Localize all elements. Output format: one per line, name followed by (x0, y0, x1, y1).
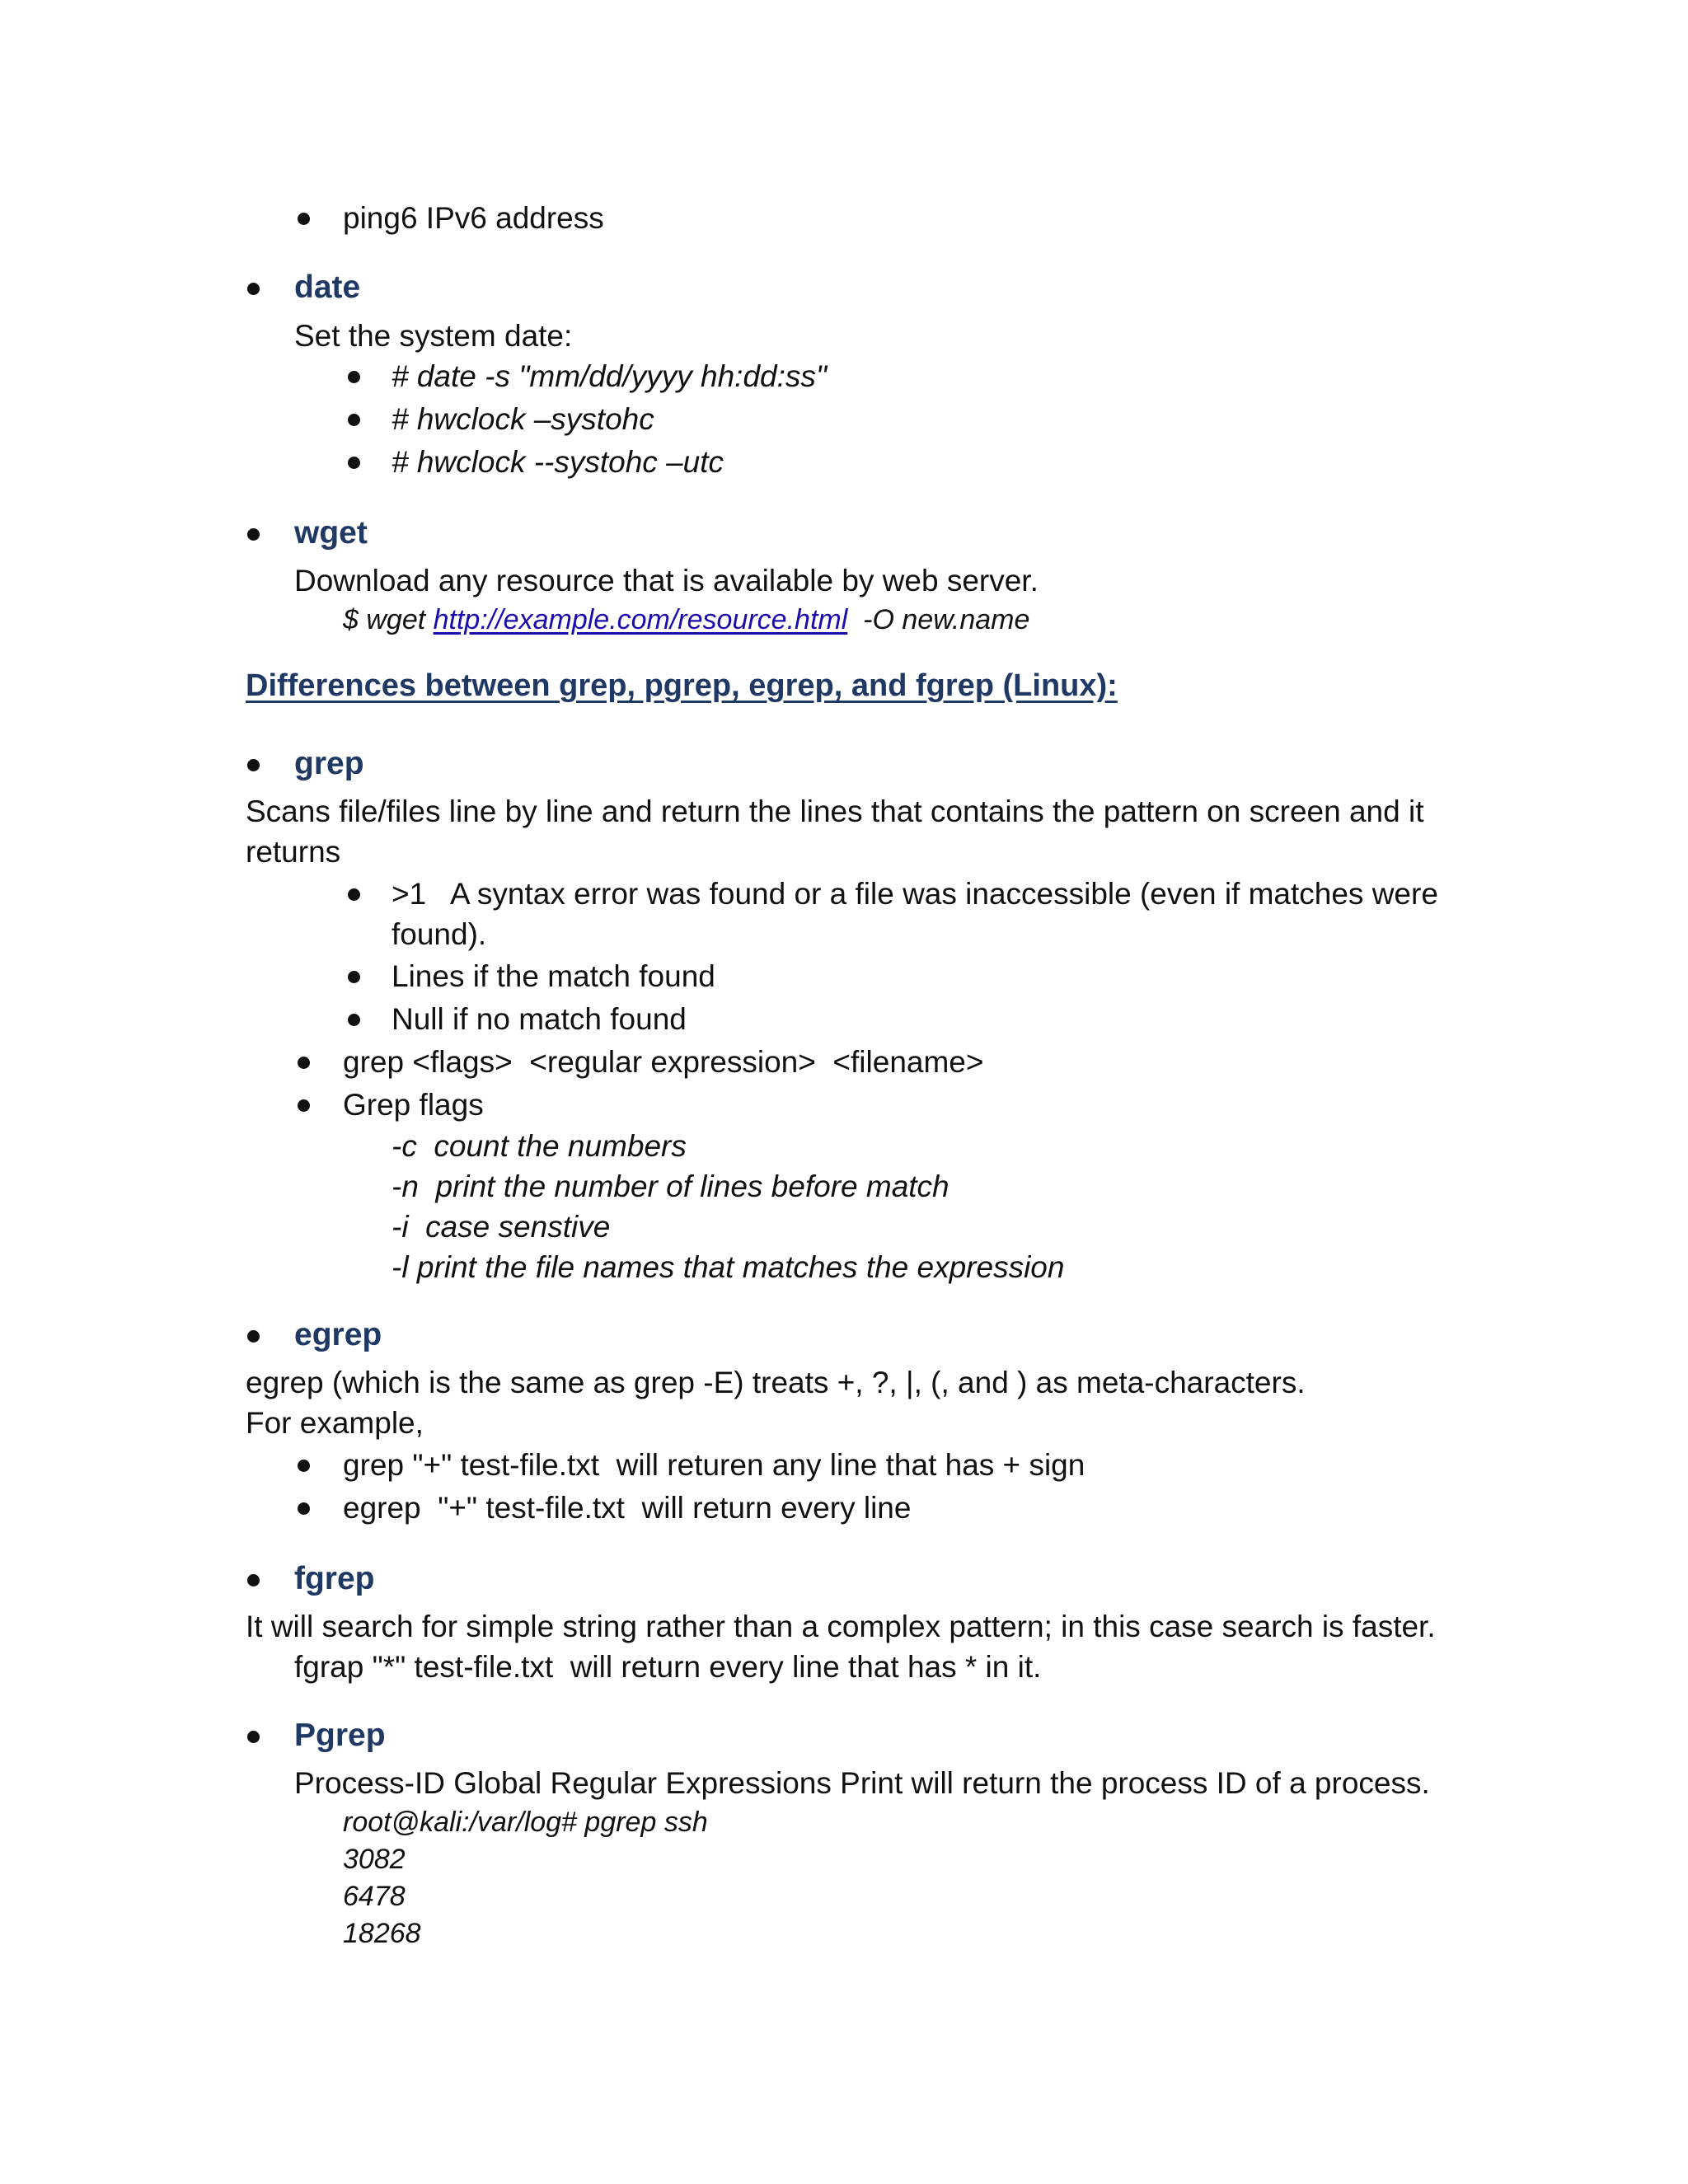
pgrep-heading: Pgrep (294, 1718, 386, 1753)
ping6-item: ping6 IPv6 address (343, 201, 604, 235)
bullet (298, 1502, 310, 1515)
grep-description-cont: returns (246, 835, 341, 869)
wget-heading: wget (294, 515, 368, 551)
grep-return-item-cont: found). (392, 917, 487, 951)
fgrep-example: fgrap "*" test-file.txt will return every line that has * in it. (294, 1650, 1042, 1684)
bullet (247, 759, 260, 771)
grep-flag: -i case senstive (392, 1210, 611, 1244)
bullet (298, 213, 310, 225)
egrep-heading: egrep (294, 1317, 382, 1352)
wget-intro: Download any resource that is available by web server. (294, 564, 1039, 598)
wget-command-suffix: -O new.name (847, 604, 1030, 635)
pgrep-description: Process-ID Global Regular Expressions Print will return the process ID of a process. (294, 1766, 1430, 1800)
bullet (348, 414, 360, 426)
wget-command-prefix: $ wget (343, 604, 434, 635)
bullet (298, 1460, 310, 1472)
bullet (348, 888, 360, 901)
bullet (348, 1014, 360, 1026)
bullet (348, 457, 360, 469)
bullet (298, 1057, 310, 1069)
egrep-example: grep "+" test-file.txt will returen any line that has + sign (343, 1448, 1085, 1482)
date-intro: Set the system date: (294, 319, 573, 353)
grep-return-item: >1 A syntax error was found or a file was inaccessible (even if matches were (392, 877, 1438, 911)
grep-usage: grep <flags> <regular expression> <filename> (343, 1045, 984, 1079)
grep-flag: -c count the numbers (392, 1129, 687, 1163)
bullet (247, 1330, 260, 1343)
pgrep-output-line: root@kali:/var/log# pgrep ssh (343, 1807, 708, 1838)
egrep-example: egrep "+" test-file.txt will return every line (343, 1491, 912, 1525)
fgrep-description: It will search for simple string rather than a complex pattern; in this case search is faster. (246, 1610, 1436, 1643)
grep-flag: -l print the file names that matches the expression (392, 1250, 1065, 1284)
fgrep-heading: fgrep (294, 1561, 375, 1596)
example-url-link[interactable]: http://example.com/resource.html (433, 604, 848, 635)
date-command: # date -s "mm/dd/yyyy hh:dd:ss" (392, 359, 828, 393)
pgrep-output-line: 3082 (343, 1844, 406, 1875)
grep-description: Scans file/files line by line and return the lines that contains the pattern on screen and it (246, 794, 1424, 828)
grep-flags-label: Grep flags (343, 1088, 484, 1122)
wget-command (343, 600, 1029, 640)
grep-return-item: Null if no match found (392, 1002, 687, 1036)
bullet (247, 283, 260, 295)
egrep-description: egrep (which is the same as grep -E) treats +, ?, |, (, and ) as meta-characters. (246, 1366, 1306, 1399)
bullet (247, 1574, 260, 1586)
bullet (348, 371, 360, 383)
differences-section-title: Differences between grep, pgrep, egrep, and fgrep (Linux): (246, 668, 1118, 703)
egrep-example-label: For example, (246, 1406, 424, 1440)
date-command: # hwclock --systohc –utc (392, 445, 724, 479)
grep-heading: grep (294, 746, 364, 781)
bullet (247, 528, 260, 541)
pgrep-output-line: 6478 (343, 1881, 406, 1912)
pgrep-output-line: 18268 (343, 1918, 421, 1949)
bullet (298, 1099, 310, 1112)
grep-return-item: Lines if the match found (392, 959, 715, 993)
date-command: # hwclock –systohc (392, 402, 654, 436)
bullet (247, 1731, 260, 1743)
grep-flag: -n print the number of lines before match (392, 1169, 950, 1203)
date-heading: date (294, 269, 361, 305)
bullet (348, 971, 360, 983)
